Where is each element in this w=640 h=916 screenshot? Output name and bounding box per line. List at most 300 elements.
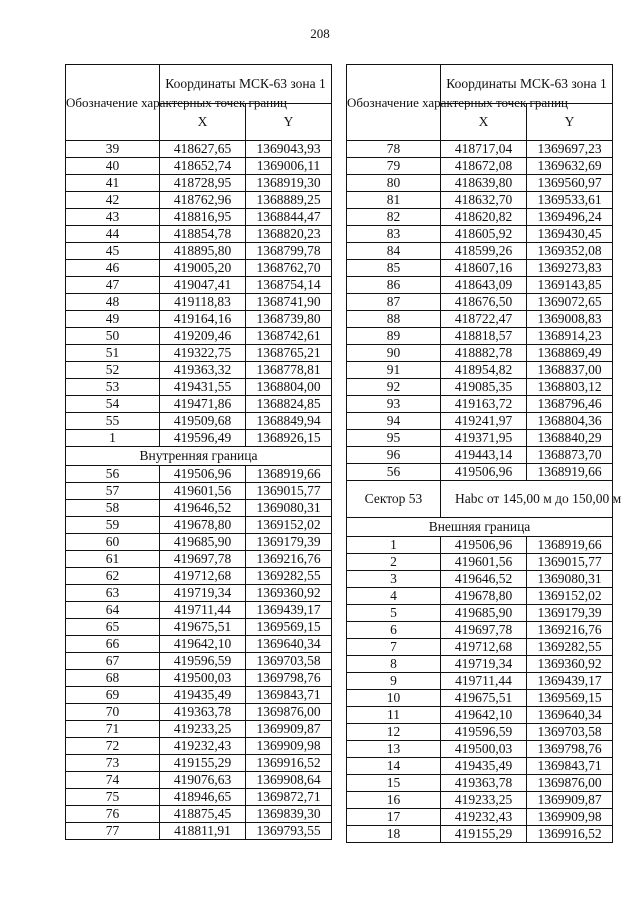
table-row [347,792,613,809]
table-row [347,277,613,294]
table-row [66,141,332,158]
coord-x: 418607,16 [441,260,527,277]
table-row [66,823,332,840]
point-id: 53 [66,379,160,396]
coord-y: 1369015,77 [527,554,613,571]
coord-x: 419232,43 [160,738,246,755]
coord-y: 1368889,25 [246,192,332,209]
coord-y: 1368804,00 [246,379,332,396]
coord-x: 418882,78 [441,345,527,362]
table-row [347,362,613,379]
point-id: 66 [66,636,160,653]
header-coord-system: Координаты МСК-63 зона 1 [441,65,613,104]
table-row [347,656,613,673]
coord-x: 419085,35 [441,379,527,396]
point-id: 56 [66,466,160,483]
point-id: 84 [347,243,441,260]
coord-y: 1369876,00 [246,704,332,721]
coord-y: 1369916,52 [527,826,613,843]
coord-x: 419675,51 [441,690,527,707]
coord-y: 1369072,65 [527,294,613,311]
coord-y: 1368820,23 [246,226,332,243]
point-id: 15 [347,775,441,792]
table-row [66,806,332,823]
section-inner-boundary: Внутренняя граница [66,447,332,466]
table-row [66,243,332,260]
coord-x: 419642,10 [441,707,527,724]
point-id: 10 [347,690,441,707]
coord-x: 419596,59 [441,724,527,741]
coord-x: 419712,68 [160,568,246,585]
table-row [66,328,332,345]
header-point-name: Обозначение характерных точек границ [347,65,441,141]
right-rows-outer [347,537,613,843]
coord-y: 1368778,81 [246,362,332,379]
coord-y: 1369006,11 [246,158,332,175]
point-id: 77 [66,823,160,840]
point-id: 16 [347,792,441,809]
table-row [347,260,613,277]
coord-y: 1369560,97 [527,175,613,192]
coord-x: 419509,68 [160,413,246,430]
point-id: 70 [66,704,160,721]
coord-x: 419155,29 [160,755,246,772]
coord-x: 418717,04 [441,141,527,158]
point-id: 80 [347,175,441,192]
table-row [347,345,613,362]
table-row [347,673,613,690]
point-id: 91 [347,362,441,379]
coord-y: 1369282,55 [246,568,332,585]
coord-y: 1368796,46 [527,396,613,413]
page-number: 208 [310,26,330,41]
table-row [347,209,613,226]
coord-y: 1368799,78 [246,243,332,260]
point-id: 1 [347,537,441,554]
coord-y: 1368739,80 [246,311,332,328]
coord-x: 418639,80 [441,175,527,192]
coord-x: 418722,47 [441,311,527,328]
table-row [347,158,613,175]
header-y: Y [246,104,332,141]
table-row [347,175,613,192]
header-x: X [160,104,246,141]
table-row [66,362,332,379]
coord-y: 1369908,64 [246,772,332,789]
point-id: 14 [347,758,441,775]
coord-x: 418676,50 [441,294,527,311]
coord-y: 1369909,98 [246,738,332,755]
coord-x: 419678,80 [160,517,246,534]
table-row [347,328,613,345]
coord-y: 1369876,00 [527,775,613,792]
table-row [347,690,613,707]
point-id: 9 [347,673,441,690]
point-id: 49 [66,311,160,328]
table-row [347,537,613,554]
table-row [66,551,332,568]
table-row [66,345,332,362]
table-row [66,260,332,277]
table-row [347,413,613,430]
table-row [347,294,613,311]
table-row [66,636,332,653]
coord-x: 418599,26 [441,243,527,260]
point-id: 54 [66,396,160,413]
point-id: 11 [347,707,441,724]
coord-y: 1369697,23 [527,141,613,158]
coord-y: 1368869,49 [527,345,613,362]
coord-x: 419241,97 [441,413,527,430]
coord-x: 418816,95 [160,209,246,226]
coord-y: 1368765,21 [246,345,332,362]
coord-y: 1369640,34 [527,707,613,724]
table-row [66,379,332,396]
table-row [66,534,332,551]
coord-x: 418672,08 [441,158,527,175]
coord-x: 418818,57 [441,328,527,345]
coord-x: 419646,52 [441,571,527,588]
point-id: 61 [66,551,160,568]
table-row [347,554,613,571]
point-id: 92 [347,379,441,396]
coord-y: 1368804,36 [527,413,613,430]
point-id: 2 [347,554,441,571]
table-row [66,158,332,175]
sector-height-range: Нabc от 145,00 м до 150,00 м [441,481,613,518]
point-id: 69 [66,687,160,704]
table-row [347,639,613,656]
point-id: 96 [347,447,441,464]
section-outer-boundary: Внешняя граница [347,518,613,537]
coord-x: 419118,83 [160,294,246,311]
right-rows [347,141,613,481]
coord-x: 418854,78 [160,226,246,243]
coord-x: 419719,34 [160,585,246,602]
coord-x: 419443,14 [441,447,527,464]
coord-x: 418954,82 [441,362,527,379]
coord-y: 1368914,23 [527,328,613,345]
coord-y: 1369439,17 [527,673,613,690]
coord-x: 419678,80 [441,588,527,605]
header-coord-system: Координаты МСК-63 зона 1 [160,65,332,104]
point-id: 73 [66,755,160,772]
point-id: 78 [347,141,441,158]
coord-x: 419685,90 [160,534,246,551]
coord-y: 1369872,71 [246,789,332,806]
coord-y: 1369179,39 [527,605,613,622]
point-id: 7 [347,639,441,656]
table-row [347,379,613,396]
point-id: 8 [347,656,441,673]
coord-y: 1369909,87 [527,792,613,809]
coord-y: 1368919,66 [246,466,332,483]
coord-x: 419047,41 [160,277,246,294]
table-row [66,396,332,413]
coord-x: 419322,75 [160,345,246,362]
table-row [66,755,332,772]
table-row [66,294,332,311]
coord-y: 1369360,92 [527,656,613,673]
point-id: 13 [347,741,441,758]
table-row [347,396,613,413]
coord-y: 1369909,87 [246,721,332,738]
table-row [66,413,332,430]
coord-x: 419506,96 [441,464,527,481]
table-row [347,141,613,158]
table-row [347,571,613,588]
coord-x: 419431,55 [160,379,246,396]
table-row [347,707,613,724]
coord-x: 419164,16 [160,311,246,328]
point-id: 40 [66,158,160,175]
point-id: 42 [66,192,160,209]
coord-x: 419233,25 [160,721,246,738]
coord-y: 1369569,15 [246,619,332,636]
table-row [66,585,332,602]
point-id: 12 [347,724,441,741]
table-row [66,175,332,192]
coord-y: 1368754,14 [246,277,332,294]
header-x: X [441,104,527,141]
coord-y: 1368849,94 [246,413,332,430]
coord-x: 419500,03 [441,741,527,758]
coord-x: 418946,65 [160,789,246,806]
table-row [66,192,332,209]
table-row [347,826,613,843]
coord-x: 418652,74 [160,158,246,175]
coord-x: 419675,51 [160,619,246,636]
point-id: 5 [347,605,441,622]
coord-y: 1369080,31 [527,571,613,588]
coord-x: 419232,43 [441,809,527,826]
table-row [347,724,613,741]
coord-x: 418762,96 [160,192,246,209]
coord-x: 419711,44 [160,602,246,619]
table-row [66,568,332,585]
point-id: 57 [66,483,160,500]
coord-y: 1369496,24 [527,209,613,226]
coord-x: 419163,72 [441,396,527,413]
coord-y: 1369798,76 [527,741,613,758]
point-id: 71 [66,721,160,738]
coord-y: 1369360,92 [246,585,332,602]
coord-y: 1369080,31 [246,500,332,517]
coord-x: 418620,82 [441,209,527,226]
point-id: 48 [66,294,160,311]
coord-x: 419646,52 [160,500,246,517]
table-row [66,653,332,670]
coord-x: 419363,32 [160,362,246,379]
coord-y: 1368926,15 [246,430,332,447]
coord-y: 1368919,66 [527,464,613,481]
coord-y: 1369632,69 [527,158,613,175]
coord-y: 1369640,34 [246,636,332,653]
coord-x: 419506,96 [160,466,246,483]
table-row [66,483,332,500]
coord-y: 1369008,83 [527,311,613,328]
point-id: 85 [347,260,441,277]
table-row [347,226,613,243]
table-row [347,192,613,209]
point-id: 62 [66,568,160,585]
coord-x: 419233,25 [441,792,527,809]
coord-y: 1369216,76 [527,622,613,639]
point-id: 67 [66,653,160,670]
table-row [66,738,332,755]
coord-x: 419712,68 [441,639,527,656]
coord-y: 1368844,47 [246,209,332,226]
point-id: 81 [347,192,441,209]
coord-y: 1369439,17 [246,602,332,619]
point-id: 44 [66,226,160,243]
table-row [66,789,332,806]
coord-y: 1369703,58 [527,724,613,741]
point-id: 76 [66,806,160,823]
table-row [347,447,613,464]
coord-y: 1368741,90 [246,294,332,311]
point-id: 58 [66,500,160,517]
table-row [347,758,613,775]
coord-y: 1368803,12 [527,379,613,396]
point-id: 68 [66,670,160,687]
point-id: 82 [347,209,441,226]
coord-x: 418728,95 [160,175,246,192]
point-id: 39 [66,141,160,158]
coord-y: 1369216,76 [246,551,332,568]
coord-x: 419471,86 [160,396,246,413]
coord-x: 418632,70 [441,192,527,209]
point-id: 87 [347,294,441,311]
header-point-name: Обозначение характерных точек границ [66,65,160,141]
coord-y: 1368742,61 [246,328,332,345]
coord-x: 419155,29 [441,826,527,843]
coord-y: 1369909,98 [527,809,613,826]
table-row [66,602,332,619]
coord-x: 419596,59 [160,653,246,670]
point-id: 65 [66,619,160,636]
table-row [66,619,332,636]
coord-x: 419500,03 [160,670,246,687]
coord-y: 1369352,08 [527,243,613,260]
coord-x: 419435,49 [441,758,527,775]
coord-x: 419601,56 [441,554,527,571]
coord-y: 1368919,30 [246,175,332,192]
coord-x: 419005,20 [160,260,246,277]
table-row [66,209,332,226]
table-row [66,226,332,243]
point-id: 18 [347,826,441,843]
point-id: 3 [347,571,441,588]
coord-x: 418895,80 [160,243,246,260]
point-id: 17 [347,809,441,826]
coord-y: 1369703,58 [246,653,332,670]
coord-y: 1368762,70 [246,260,332,277]
coord-x: 418605,92 [441,226,527,243]
coord-x: 419601,56 [160,483,246,500]
point-id: 95 [347,430,441,447]
coord-x: 419363,78 [441,775,527,792]
table-row [347,605,613,622]
table-row [66,277,332,294]
point-id: 72 [66,738,160,755]
coord-y: 1369839,30 [246,806,332,823]
coord-x: 419506,96 [441,537,527,554]
coord-y: 1369273,83 [527,260,613,277]
point-id: 63 [66,585,160,602]
coord-y: 1369179,39 [246,534,332,551]
table-row [347,622,613,639]
coord-x: 419363,78 [160,704,246,721]
point-id: 50 [66,328,160,345]
coord-y: 1369152,02 [527,588,613,605]
point-id: 45 [66,243,160,260]
coord-x: 419719,34 [441,656,527,673]
coord-y: 1369843,71 [246,687,332,704]
table-row [347,741,613,758]
coord-y: 1369015,77 [246,483,332,500]
table-row [347,809,613,826]
coord-y: 1369152,02 [246,517,332,534]
coordinates-table-right [346,64,622,843]
point-id: 47 [66,277,160,294]
table-row [347,243,613,260]
point-id: 1 [66,430,160,447]
table-row [66,466,332,483]
point-id: 46 [66,260,160,277]
table-row [66,772,332,789]
point-id: 43 [66,209,160,226]
coord-y: 1369282,55 [527,639,613,656]
point-id: 52 [66,362,160,379]
point-id: 4 [347,588,441,605]
point-id: 89 [347,328,441,345]
table-row [66,721,332,738]
coord-y: 1368824,85 [246,396,332,413]
coord-y: 1369569,15 [527,690,613,707]
point-id: 60 [66,534,160,551]
point-id: 83 [347,226,441,243]
coord-y: 1369143,85 [527,277,613,294]
table-row [347,588,613,605]
point-id: 94 [347,413,441,430]
point-id: 79 [347,158,441,175]
coord-y: 1369430,45 [527,226,613,243]
table-row [347,430,613,447]
coord-x: 418875,45 [160,806,246,823]
point-id: 64 [66,602,160,619]
table-row [66,670,332,687]
point-id: 56 [347,464,441,481]
coord-y: 1368919,66 [527,537,613,554]
table-row [66,687,332,704]
point-id: 74 [66,772,160,789]
coord-y: 1369793,55 [246,823,332,840]
point-id: 86 [347,277,441,294]
point-id: 6 [347,622,441,639]
coord-x: 419435,49 [160,687,246,704]
coord-x: 419596,49 [160,430,246,447]
header-y: Y [527,104,613,141]
coord-x: 419209,46 [160,328,246,345]
point-id: 90 [347,345,441,362]
table-row [66,704,332,721]
coord-y: 1368873,70 [527,447,613,464]
sector-name: Сектор 53 [347,481,441,518]
coord-y: 1369843,71 [527,758,613,775]
coord-x: 419711,44 [441,673,527,690]
point-id: 41 [66,175,160,192]
